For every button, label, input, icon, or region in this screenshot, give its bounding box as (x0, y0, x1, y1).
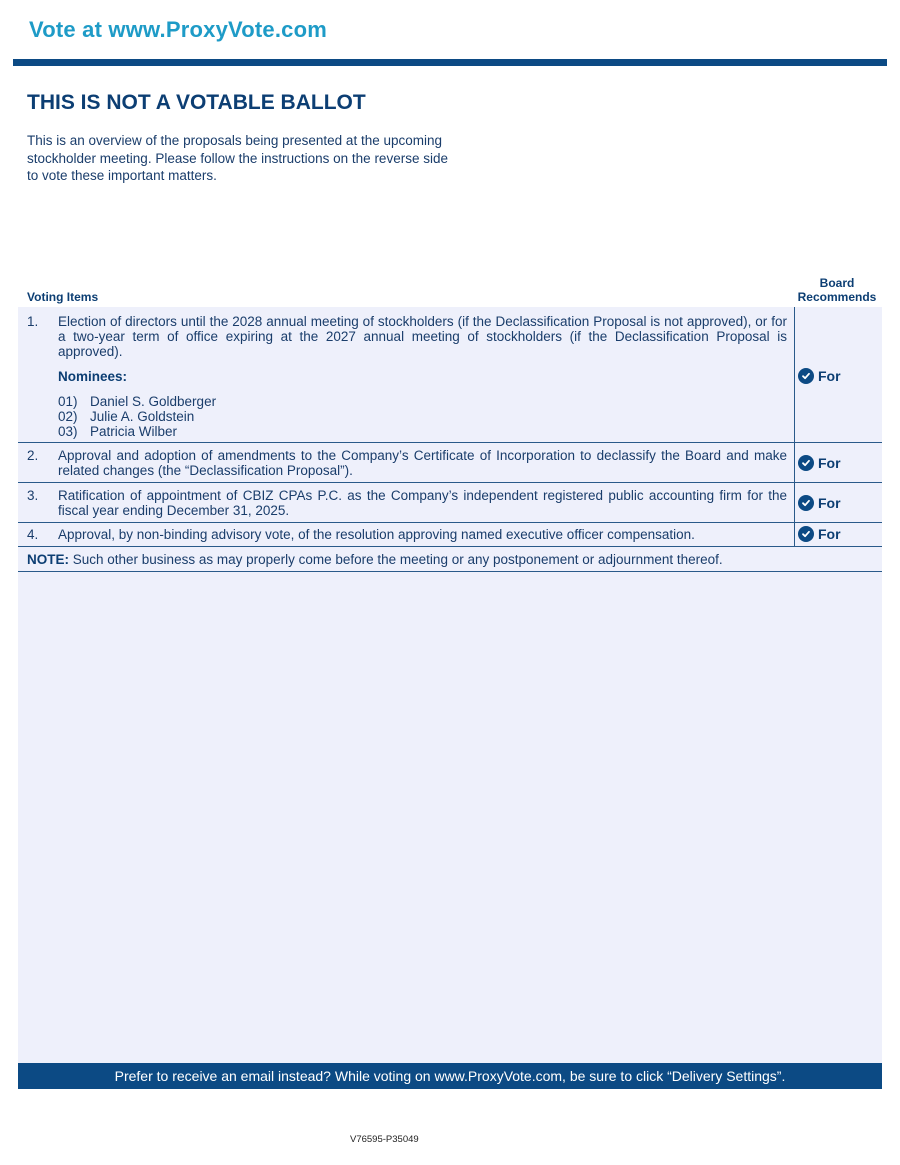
nominee-name: Daniel S. Goldberger (90, 394, 217, 409)
check-circle-icon (798, 526, 814, 542)
nominees-label: Nominees: (58, 369, 128, 384)
column-divider (794, 307, 795, 442)
intro-text: This is an overview of the proposals being presented at the upcoming stockholder meeting. Please follow the instructions on the reverse side to vote these important matters. (27, 133, 448, 183)
nominee-number: 03) (58, 424, 78, 439)
column-divider (794, 483, 795, 522)
nominee-number: 01) (58, 394, 78, 409)
email-delivery-banner (18, 1063, 882, 1089)
page-title: THIS IS NOT A VOTABLE BALLOT (27, 91, 366, 114)
voting-item-1 (18, 307, 882, 443)
column-divider (794, 523, 795, 546)
item-number: 1. (27, 314, 39, 329)
check-circle-icon (798, 368, 814, 384)
check-circle-icon (798, 495, 814, 511)
document-code: V76595-P35049 (350, 1134, 419, 1145)
nominee-name: Julie A. Goldstein (90, 409, 195, 424)
nominee-item (58, 409, 194, 424)
board-label-line2: Recommends (797, 290, 877, 304)
board-recommends-header (793, 276, 881, 304)
check-circle-icon (798, 455, 814, 471)
column-divider (794, 443, 795, 482)
item-number: 3. (27, 488, 39, 503)
recommendation-label: For (818, 368, 841, 384)
voting-items-header: Voting Items (27, 290, 99, 304)
email-delivery-text: Prefer to receive an email instead? While voting on www.ProxyVote.com, be sure to click “Delivery Settings”. (114, 1068, 786, 1084)
board-label-line1: Board (819, 276, 855, 290)
note-body: Such other business as may properly come before the meeting or any postponement or adjournment thereof. (69, 552, 723, 567)
board-recommendation (798, 455, 841, 471)
board-recommendation (798, 368, 841, 384)
item-number: 4. (27, 527, 39, 542)
item-text: Ratification of appointment of CBIZ CPAs P.C. as the Company’s independent registered public accounting firm for the fiscal year ending December 31, 2025. (58, 488, 787, 518)
nominee-name: Patricia Wilber (90, 424, 178, 439)
note-text (27, 552, 723, 567)
nominee-item (58, 424, 177, 439)
recommendation-label: For (818, 455, 841, 471)
board-recommendation (798, 495, 841, 511)
recommendation-label: For (818, 526, 841, 542)
nominee-number: 02) (58, 409, 78, 424)
voting-item-2 (18, 443, 882, 483)
nominee-item (58, 394, 216, 409)
item-text: Election of directors until the 2028 annual meeting of stockholders (if the Declassification Proposal is not approved), or for a two-year term of office expiring at the 2027 annual meeting of stockholders (if the Declassification Proposal is approved). (58, 314, 787, 359)
voting-item-3 (18, 483, 882, 523)
board-recommendation (798, 526, 841, 542)
note-label: NOTE: (27, 552, 69, 567)
item-text: Approval, by non-binding advisory vote, of the resolution approving named executive officer compensation. (58, 527, 695, 542)
note-row (18, 547, 882, 572)
item-text: Approval and adoption of amendments to the Company’s Certificate of Incorporation to declassify the Board and make related changes (the “Declassification Proposal”). (58, 448, 787, 478)
recommendation-label: For (818, 495, 841, 511)
item-number: 2. (27, 448, 39, 463)
vote-url-heading: Vote at www.ProxyVote.com (29, 17, 327, 42)
voting-item-4 (18, 523, 882, 547)
top-rule (13, 59, 887, 66)
